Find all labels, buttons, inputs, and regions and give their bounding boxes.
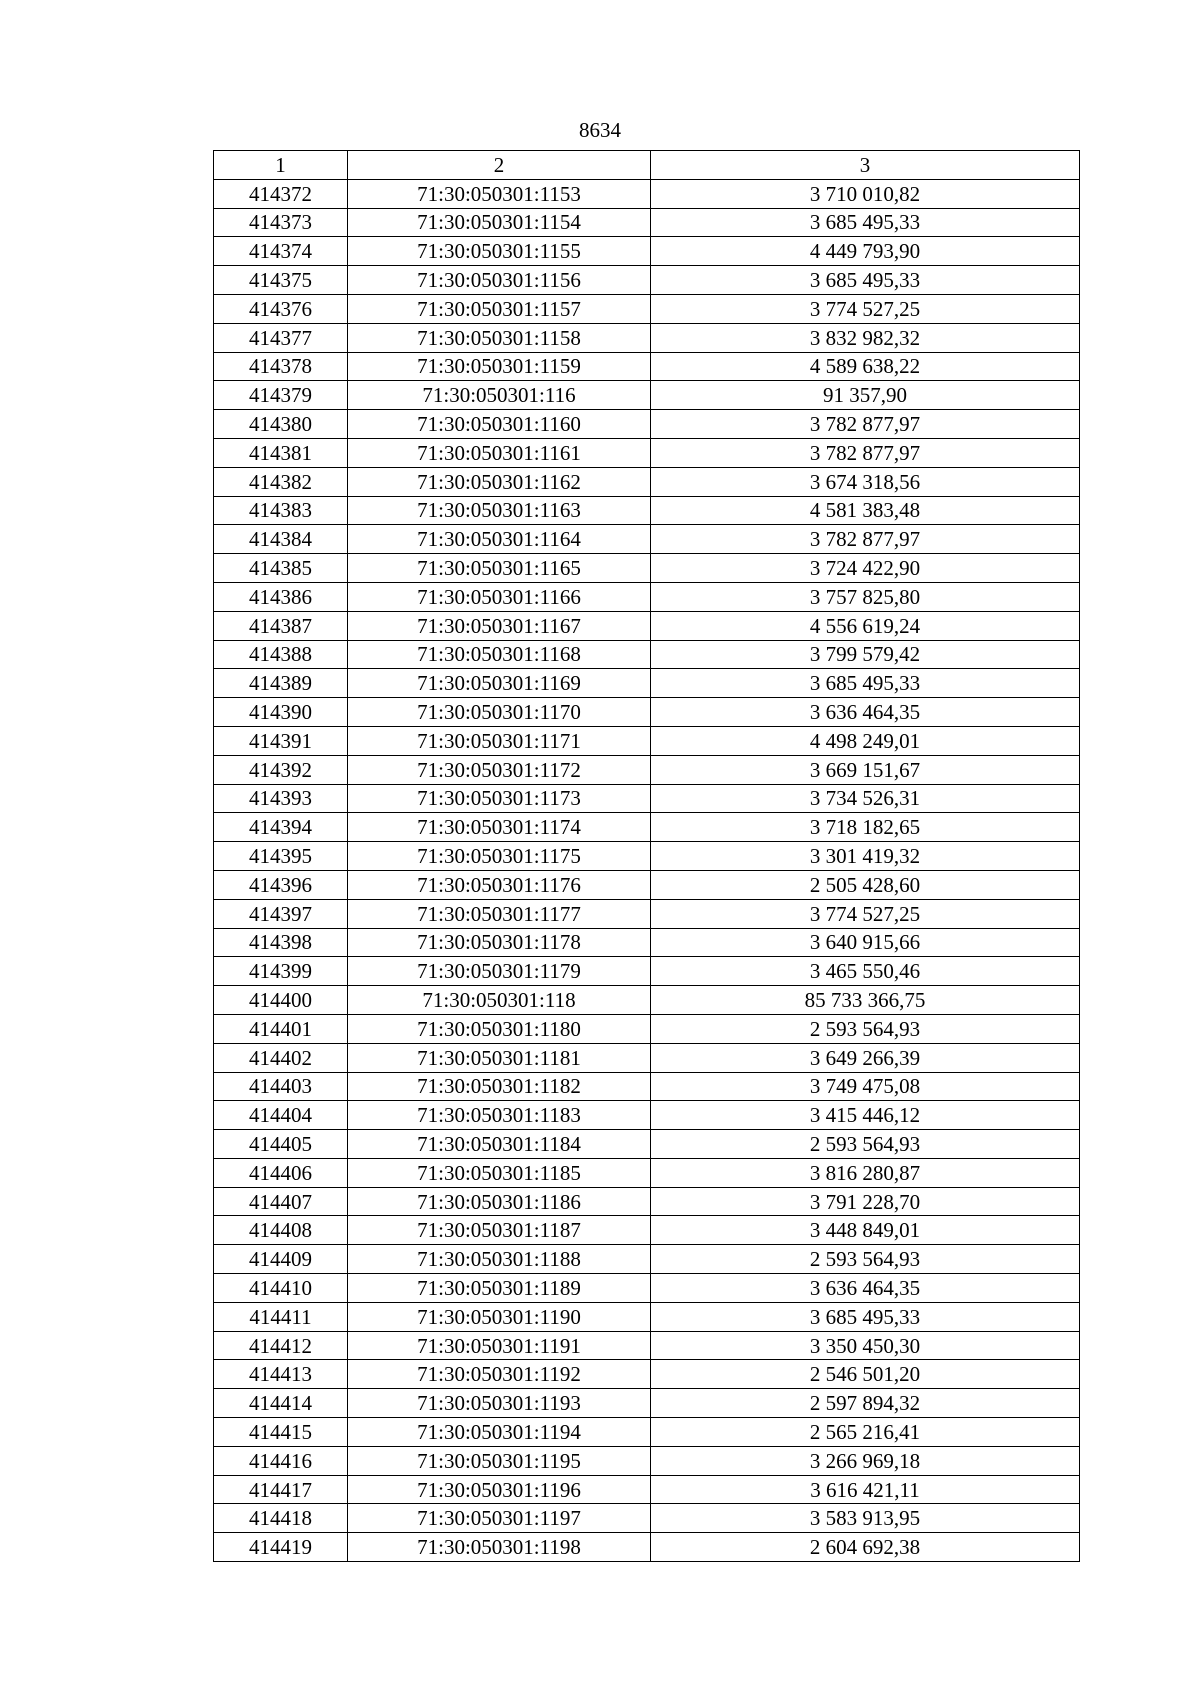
cadastral-number-cell: 71:30:050301:1178 [348, 928, 651, 957]
value-cell: 4 581 383,48 [651, 496, 1080, 525]
cadastral-number-cell: 71:30:050301:1182 [348, 1072, 651, 1101]
value-cell: 3 685 495,33 [651, 208, 1080, 237]
row-number-cell: 414413 [214, 1360, 348, 1389]
value-cell: 3 734 526,31 [651, 784, 1080, 813]
cadastral-number-cell: 71:30:050301:1175 [348, 842, 651, 871]
table-row [214, 1072, 1080, 1101]
cadastral-number-cell: 71:30:050301:1185 [348, 1158, 651, 1187]
value-cell: 85 733 366,75 [651, 986, 1080, 1015]
column-header-1: 1 [214, 151, 348, 180]
row-number-cell: 414392 [214, 755, 348, 784]
table-row [214, 755, 1080, 784]
table-row [214, 784, 1080, 813]
row-number-cell: 414410 [214, 1274, 348, 1303]
value-cell: 3 774 527,25 [651, 294, 1080, 323]
value-cell: 3 724 422,90 [651, 554, 1080, 583]
cadastral-number-cell: 71:30:050301:1168 [348, 640, 651, 669]
table-row [214, 1101, 1080, 1130]
cadastral-number-cell: 71:30:050301:116 [348, 381, 651, 410]
row-number-cell: 414387 [214, 611, 348, 640]
table-row [214, 582, 1080, 611]
value-cell: 3 415 446,12 [651, 1101, 1080, 1130]
table-row [214, 1475, 1080, 1504]
table-row [214, 352, 1080, 381]
cadastral-number-cell: 71:30:050301:1193 [348, 1389, 651, 1418]
cadastral-number-cell: 71:30:050301:1194 [348, 1418, 651, 1447]
value-cell: 3 791 228,70 [651, 1187, 1080, 1216]
value-cell: 3 465 550,46 [651, 957, 1080, 986]
cadastral-number-cell: 71:30:050301:1172 [348, 755, 651, 784]
row-number-cell: 414386 [214, 582, 348, 611]
value-cell: 3 616 421,11 [651, 1475, 1080, 1504]
table-row [214, 525, 1080, 554]
table-row [214, 957, 1080, 986]
value-cell: 3 669 151,67 [651, 755, 1080, 784]
value-cell: 4 556 619,24 [651, 611, 1080, 640]
table-row [214, 266, 1080, 295]
table-row [214, 1043, 1080, 1072]
cadastral-number-cell: 71:30:050301:1191 [348, 1331, 651, 1360]
table-body [214, 179, 1080, 1561]
table-header [214, 151, 1080, 180]
table-row [214, 1389, 1080, 1418]
value-cell: 2 593 564,93 [651, 1245, 1080, 1274]
row-number-cell: 414404 [214, 1101, 348, 1130]
row-number-cell: 414415 [214, 1418, 348, 1447]
value-cell: 2 604 692,38 [651, 1533, 1080, 1562]
cadastral-number-cell: 71:30:050301:1161 [348, 438, 651, 467]
table-row [214, 438, 1080, 467]
row-number-cell: 414418 [214, 1504, 348, 1533]
table-row [214, 1014, 1080, 1043]
cadastral-number-cell: 71:30:050301:1180 [348, 1014, 651, 1043]
cadastral-number-cell: 71:30:050301:1198 [348, 1533, 651, 1562]
row-number-cell: 414380 [214, 410, 348, 439]
table-row [214, 1418, 1080, 1447]
row-number-cell: 414411 [214, 1302, 348, 1331]
table-row [214, 381, 1080, 410]
cadastral-number-cell: 71:30:050301:1189 [348, 1274, 651, 1303]
cadastral-number-cell: 71:30:050301:1167 [348, 611, 651, 640]
row-number-cell: 414376 [214, 294, 348, 323]
table-row [214, 1158, 1080, 1187]
value-cell: 2 593 564,93 [651, 1130, 1080, 1159]
row-number-cell: 414417 [214, 1475, 348, 1504]
value-cell: 3 685 495,33 [651, 266, 1080, 295]
value-cell: 2 546 501,20 [651, 1360, 1080, 1389]
cadastral-number-cell: 71:30:050301:1156 [348, 266, 651, 295]
data-table [213, 150, 1080, 1562]
cadastral-number-cell: 71:30:050301:1169 [348, 669, 651, 698]
cadastral-number-cell: 71:30:050301:1159 [348, 352, 651, 381]
value-cell: 3 636 464,35 [651, 698, 1080, 727]
table-row [214, 870, 1080, 899]
row-number-cell: 414403 [214, 1072, 348, 1101]
cadastral-number-cell: 71:30:050301:1160 [348, 410, 651, 439]
row-number-cell: 414394 [214, 813, 348, 842]
cadastral-number-cell: 71:30:050301:1173 [348, 784, 651, 813]
table-row [214, 1446, 1080, 1475]
table-row [214, 669, 1080, 698]
row-number-cell: 414377 [214, 323, 348, 352]
value-cell: 3 710 010,82 [651, 179, 1080, 208]
table-row [214, 294, 1080, 323]
cadastral-number-cell: 71:30:050301:1164 [348, 525, 651, 554]
header-row [214, 151, 1080, 180]
table-row [214, 986, 1080, 1015]
value-cell: 3 832 982,32 [651, 323, 1080, 352]
cadastral-number-cell: 71:30:050301:1187 [348, 1216, 651, 1245]
row-number-cell: 414393 [214, 784, 348, 813]
row-number-cell: 414378 [214, 352, 348, 381]
value-cell: 3 782 877,97 [651, 525, 1080, 554]
cadastral-number-cell: 71:30:050301:1177 [348, 899, 651, 928]
cadastral-number-cell: 71:30:050301:1176 [348, 870, 651, 899]
table-row [214, 813, 1080, 842]
cadastral-number-cell: 71:30:050301:1192 [348, 1360, 651, 1389]
value-cell: 3 448 849,01 [651, 1216, 1080, 1245]
table-row [214, 1216, 1080, 1245]
table-row [214, 1504, 1080, 1533]
value-cell: 3 640 915,66 [651, 928, 1080, 957]
table-row [214, 1302, 1080, 1331]
cadastral-number-cell: 71:30:050301:1162 [348, 467, 651, 496]
table-row [214, 1360, 1080, 1389]
cadastral-number-cell: 71:30:050301:1157 [348, 294, 651, 323]
value-cell: 4 589 638,22 [651, 352, 1080, 381]
row-number-cell: 414412 [214, 1331, 348, 1360]
row-number-cell: 414375 [214, 266, 348, 295]
value-cell: 3 749 475,08 [651, 1072, 1080, 1101]
row-number-cell: 414405 [214, 1130, 348, 1159]
table-row [214, 237, 1080, 266]
row-number-cell: 414397 [214, 899, 348, 928]
row-number-cell: 414382 [214, 467, 348, 496]
row-number-cell: 414408 [214, 1216, 348, 1245]
value-cell: 2 565 216,41 [651, 1418, 1080, 1447]
column-header-3: 3 [651, 151, 1080, 180]
row-number-cell: 414407 [214, 1187, 348, 1216]
value-cell: 3 350 450,30 [651, 1331, 1080, 1360]
table-row [214, 1130, 1080, 1159]
row-number-cell: 414391 [214, 726, 348, 755]
value-cell: 3 674 318,56 [651, 467, 1080, 496]
cadastral-number-cell: 71:30:050301:1165 [348, 554, 651, 583]
cadastral-number-cell: 71:30:050301:1188 [348, 1245, 651, 1274]
value-cell: 2 597 894,32 [651, 1389, 1080, 1418]
table-row [214, 1533, 1080, 1562]
table-row [214, 410, 1080, 439]
row-number-cell: 414399 [214, 957, 348, 986]
value-cell: 3 649 266,39 [651, 1043, 1080, 1072]
row-number-cell: 414390 [214, 698, 348, 727]
value-cell: 3 685 495,33 [651, 669, 1080, 698]
table-row [214, 1187, 1080, 1216]
row-number-cell: 414385 [214, 554, 348, 583]
column-header-2: 2 [348, 151, 651, 180]
table-row [214, 611, 1080, 640]
cadastral-number-cell: 71:30:050301:1195 [348, 1446, 651, 1475]
cadastral-number-cell: 71:30:050301:1186 [348, 1187, 651, 1216]
cadastral-number-cell: 71:30:050301:1171 [348, 726, 651, 755]
value-cell: 3 718 182,65 [651, 813, 1080, 842]
value-cell: 2 593 564,93 [651, 1014, 1080, 1043]
cadastral-number-cell: 71:30:050301:1181 [348, 1043, 651, 1072]
cadastral-number-cell: 71:30:050301:1183 [348, 1101, 651, 1130]
cadastral-number-cell: 71:30:050301:118 [348, 986, 651, 1015]
cadastral-number-cell: 71:30:050301:1153 [348, 179, 651, 208]
value-cell: 3 266 969,18 [651, 1446, 1080, 1475]
table-row [214, 323, 1080, 352]
row-number-cell: 414372 [214, 179, 348, 208]
value-cell: 3 757 825,80 [651, 582, 1080, 611]
table-row [214, 640, 1080, 669]
table-row [214, 496, 1080, 525]
cadastral-number-cell: 71:30:050301:1154 [348, 208, 651, 237]
value-cell: 4 449 793,90 [651, 237, 1080, 266]
cadastral-number-cell: 71:30:050301:1166 [348, 582, 651, 611]
row-number-cell: 414389 [214, 669, 348, 698]
value-cell: 3 774 527,25 [651, 899, 1080, 928]
table-row [214, 1331, 1080, 1360]
row-number-cell: 414388 [214, 640, 348, 669]
cadastral-number-cell: 71:30:050301:1155 [348, 237, 651, 266]
table-row [214, 1274, 1080, 1303]
row-number-cell: 414374 [214, 237, 348, 266]
table-row [214, 842, 1080, 871]
table-row [214, 899, 1080, 928]
row-number-cell: 414409 [214, 1245, 348, 1274]
value-cell: 3 782 877,97 [651, 410, 1080, 439]
row-number-cell: 414395 [214, 842, 348, 871]
table-row [214, 726, 1080, 755]
value-cell: 91 357,90 [651, 381, 1080, 410]
row-number-cell: 414402 [214, 1043, 348, 1072]
row-number-cell: 414383 [214, 496, 348, 525]
cadastral-number-cell: 71:30:050301:1184 [348, 1130, 651, 1159]
cadastral-number-cell: 71:30:050301:1190 [348, 1302, 651, 1331]
cadastral-number-cell: 71:30:050301:1170 [348, 698, 651, 727]
row-number-cell: 414416 [214, 1446, 348, 1475]
cadastral-number-cell: 71:30:050301:1179 [348, 957, 651, 986]
row-number-cell: 414406 [214, 1158, 348, 1187]
value-cell: 4 498 249,01 [651, 726, 1080, 755]
value-cell: 3 685 495,33 [651, 1302, 1080, 1331]
row-number-cell: 414414 [214, 1389, 348, 1418]
table-row [214, 179, 1080, 208]
row-number-cell: 414419 [214, 1533, 348, 1562]
row-number-cell: 414396 [214, 870, 348, 899]
value-cell: 3 636 464,35 [651, 1274, 1080, 1303]
cadastral-number-cell: 71:30:050301:1174 [348, 813, 651, 842]
row-number-cell: 414401 [214, 1014, 348, 1043]
page-number: 8634 [579, 118, 621, 142]
table-row [214, 554, 1080, 583]
value-cell: 3 782 877,97 [651, 438, 1080, 467]
row-number-cell: 414373 [214, 208, 348, 237]
table-row [214, 1245, 1080, 1274]
value-cell: 2 505 428,60 [651, 870, 1080, 899]
cadastral-number-cell: 71:30:050301:1163 [348, 496, 651, 525]
cadastral-number-cell: 71:30:050301:1158 [348, 323, 651, 352]
row-number-cell: 414381 [214, 438, 348, 467]
value-cell: 3 799 579,42 [651, 640, 1080, 669]
row-number-cell: 414379 [214, 381, 348, 410]
table-row [214, 698, 1080, 727]
value-cell: 3 583 913,95 [651, 1504, 1080, 1533]
row-number-cell: 414398 [214, 928, 348, 957]
row-number-cell: 414384 [214, 525, 348, 554]
cadastral-number-cell: 71:30:050301:1197 [348, 1504, 651, 1533]
table-row [214, 928, 1080, 957]
row-number-cell: 414400 [214, 986, 348, 1015]
table-row [214, 208, 1080, 237]
value-cell: 3 301 419,32 [651, 842, 1080, 871]
value-cell: 3 816 280,87 [651, 1158, 1080, 1187]
cadastral-number-cell: 71:30:050301:1196 [348, 1475, 651, 1504]
table-row [214, 467, 1080, 496]
